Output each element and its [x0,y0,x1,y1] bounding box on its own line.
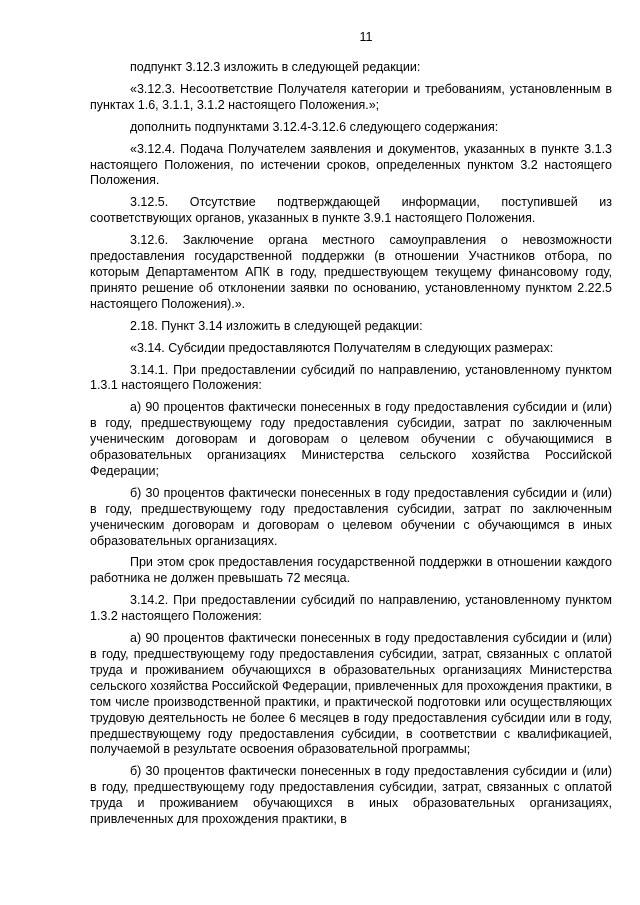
paragraph: 3.14.2. При предоставлении субсидий по направлению, установленному пунктом 1.3.2 настоящего Положения: [90,593,612,624]
paragraph: б) 30 процентов фактически понесенных в году предоставления субсидии и (или) в году, предшествующему году предоставления субсидии, затрат, связанных с оплатой труда и проживанием обучающихся в иных образовательных организациях, привлеченных для прохождения практики, в [90,764,612,827]
paragraph: 3.12.6. Заключение органа местного самоуправления о невозможности предоставления государственной поддержки (в отношении Участников отбора, по которым Департаментом АПК в году, предшествующем текущему финансовому году, принято решение об отклонении заявки по основанию, установленному пунктом 2.22.5 настоящего Положения).». [90,233,612,311]
paragraph: «3.14. Субсидии предоставляются Получателям в следующих размерах: [130,340,554,355]
page-number: 11 [359,30,373,44]
paragraph: дополнить подпунктами 3.12.4-3.12.6 следующего содержания: [130,119,499,134]
paragraph: подпункт 3.12.3 изложить в следующей редакции: [130,60,421,74]
paragraph: 3.14.1. При предоставлении субсидий по направлению, установленному пунктом 1.3.1 настоящего Положения: [90,362,612,393]
paragraph: 3.12.5. Отсутствие подтверждающей информации, поступившей из соответствующих органов, указанных в пункте 3.9.1 настоящего Положения. [90,195,612,226]
paragraph: б) 30 процентов фактически понесенных в году предоставления субсидии и (или) в году, предшествующему году предоставления субсидии, затрат по заключенным ученическим договорам и договорам о целевом обучении с обучающимся в иных образовательных организациях. [90,485,612,548]
paragraph: «3.12.4. Подача Получателем заявления и документов, указанных в пункте 3.1.3 настоящего Положения, по истечении сроков, определенных пунктом 3.2 настоящего Положения. [90,141,612,188]
paragraph: а) 90 процентов фактически понесенных в году предоставления субсидии и (или) в году, предшествующему году предоставления субсидии, затрат по заключенным ученическим договорам и договорам о целевом обучении с обучающимися в образовательных организациях Министерства сельского хозяйства Российской Федерации; [90,400,612,478]
paragraph: При этом срок предоставления государственной поддержки в отношении каждого работника не должен превышать 72 месяца. [90,555,612,586]
paragraph: «3.12.3. Несоответствие Получателя категории и требованиям, установленным в пунктах 1.6, 3.1.1, 3.1.2 настоящего Положения.»; [90,81,612,112]
paragraph: а) 90 процентов фактически понесенных в году предоставления субсидии и (или) в году, предшествующему году предоставления субсидии, затрат, связанных с оплатой труда и проживанием обучающихся в образовательных организациях Министерства сельского хозяйства Российской Федерации, привлеченных для прохождения практики, в том числе производственной практики, и практической подготовки или осуществляющих трудовую деятельность не более 6 месяцев в году предоставления субсидии или в году, предшествующему году предоставления субсидии, в соответствии с квалификацией, получаемой в результате освоения образовательной программы; [90,631,612,757]
paragraph: 2.18. Пункт 3.14 изложить в следующей редакции: [130,318,423,333]
